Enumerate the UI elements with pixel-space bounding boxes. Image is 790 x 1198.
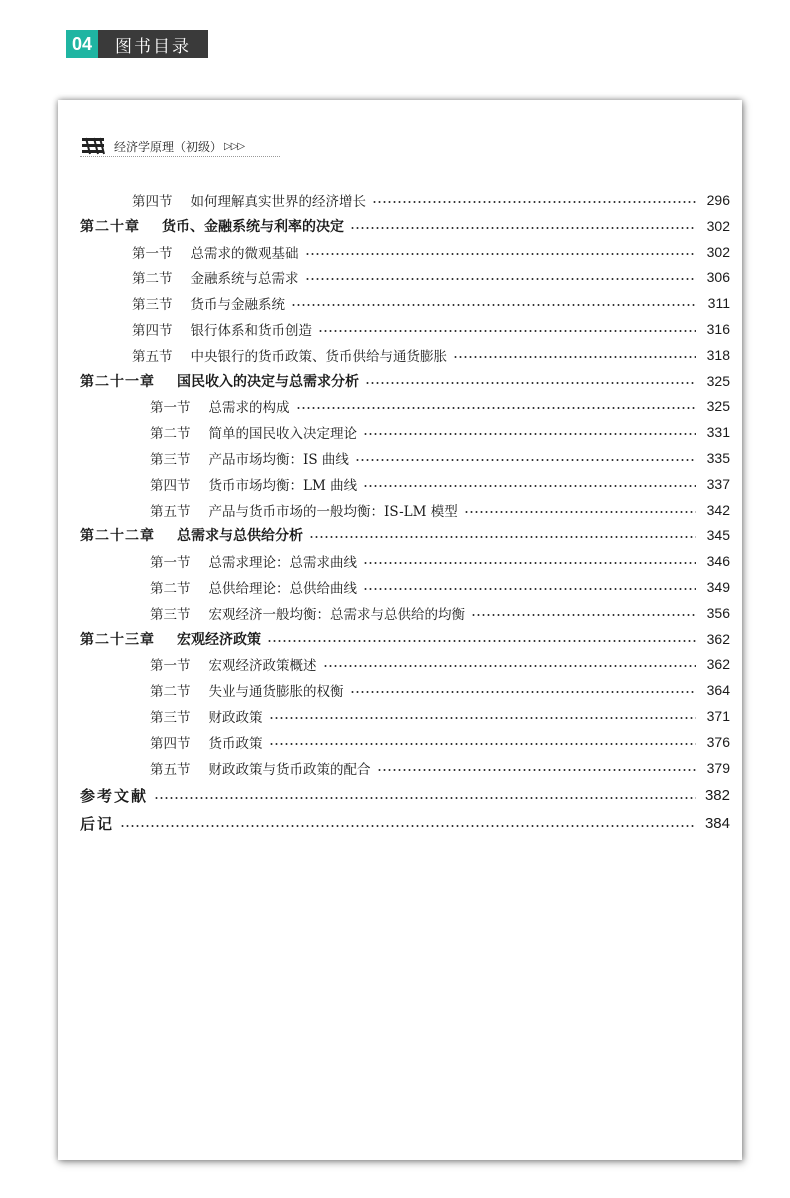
dot-leader [350,227,696,229]
dot-leader [323,665,697,667]
toc-section-row [80,549,730,573]
toc-entry-number: 第五节 [132,348,173,365]
toc-page-number: 362 [706,630,730,647]
toc-section-row [80,704,730,728]
toc-entry-label [150,758,371,778]
dot-leader [309,536,696,538]
toc-entry-title: 宏观经济政策 [177,631,261,648]
toc-entry-label [80,629,261,649]
toc-entry-title: 总需求理论：总需求曲线 [208,555,357,572]
toc-section-row [80,291,730,315]
toc-page-number: 342 [706,501,730,518]
toc-section-row [80,678,730,702]
toc-section-row [80,240,730,264]
toc-entry-number: 第三节 [150,606,191,623]
toc-entry-number: 第二节 [132,271,173,288]
toc-page-number: 371 [706,708,730,724]
toc-entry-label [132,345,447,365]
dot-leader [269,743,697,745]
toc-entry-number: 第三节 [132,297,173,314]
toc-section-row [80,601,730,625]
toc-entry-title: 货币政策 [208,735,263,752]
toc-entry-number: 第一节 [150,658,191,675]
toc-entry-label [80,785,148,806]
toc-entry-label [150,551,357,571]
dot-leader [372,201,696,203]
toc-entry-label [80,216,344,236]
toc-section-row [80,730,730,754]
toc-chapter-row [80,627,730,651]
toc-entry-label [132,190,366,210]
publisher-logo-icon [80,136,108,156]
toc-entry-label [150,500,458,520]
toc-entry-number: 第三节 [150,710,191,726]
toc-entry-label [150,603,465,623]
dot-leader [269,717,697,719]
toc-page-number: 302 [706,243,730,260]
toc-entry-title: 货币、金融系统与利率的决定 [162,218,344,235]
toc-entry-title: 总需求与总供给分析 [177,528,303,545]
header-divider [80,156,280,157]
dot-leader [305,253,697,255]
toc-entry-title: 银行体系和货币创造 [190,323,312,339]
toc-entry-title: 总供给理论：总供给曲线 [208,581,357,597]
toc-page-number: 384 [704,814,730,832]
toc-entry-title: 总需求的微观基础 [190,245,299,262]
toc-entry-number: 第二十一章 [80,373,155,390]
toc-entry-title: 宏观经济一般均衡：总需求与总供给的均衡 [208,606,465,623]
toc-section-row [80,446,730,470]
dot-leader [154,797,696,799]
toc-entry-title: 货币与金融系统 [190,297,285,314]
toc-chapter-row [80,369,730,393]
toc-entry-number: 第四节 [150,735,191,752]
toc-entry-label [150,577,357,597]
toc-section-row [80,472,730,496]
toc-entry-number: 第二节 [150,684,191,701]
toc-section-row [80,756,730,780]
section-banner [66,30,208,58]
toc-page-number: 311 [707,295,730,312]
toc-entry-label [132,293,285,313]
toc-entry-label [150,732,263,752]
toc-section-row [80,420,730,444]
toc-entry-number: 第二十二章 [80,528,155,545]
toc-entry-title: 产品市场均衡：IS 曲线 [208,452,349,468]
toc-page-number: 362 [706,656,730,673]
book-title: 经济学原理（初级） [114,139,223,154]
book-page [58,100,742,1160]
toc-entry-label [150,396,290,416]
toc-entry-title: 货币市场均衡：LM 曲线 [208,477,358,494]
toc-page-number: 331 [706,424,730,441]
toc-section-row [80,343,730,367]
banner-title: 图书目录 [98,30,208,58]
dot-leader [267,640,696,642]
dot-leader [453,356,696,358]
toc-entry-title: 参考文献 [80,786,149,805]
dot-leader [377,769,697,771]
toc-page-number: 296 [706,192,730,208]
toc-entry-title: 国民收入的决定与总需求分析 [177,373,359,390]
toc-page-number: 325 [706,398,730,415]
toc-page-number: 349 [706,579,730,595]
toc-entry-title: 简单的国民收入决定理论 [208,426,357,443]
toc-page-number: 316 [706,321,730,337]
toc-section-row [80,394,730,418]
toc-entry-label [80,813,114,834]
dot-leader [120,825,696,827]
toc-entry-number: 第四节 [132,194,173,210]
toc-entry-number: 第二节 [150,426,191,443]
toc-page-number: 379 [706,759,730,776]
toc-entry-label [150,706,263,726]
dot-leader [296,407,697,409]
toc-page-number: 382 [704,786,730,804]
dot-leader [363,562,696,564]
toc-entry-number: 第三节 [150,452,191,468]
header-arrows-icon: ▷▷▷ [224,140,245,152]
toc-page-number: 318 [706,346,730,363]
toc-entry-label [150,654,317,674]
toc-page-number: 346 [706,553,730,570]
toc-entry-label [132,242,299,262]
toc-page-number: 302 [706,217,730,234]
dot-leader [363,485,696,487]
toc-entry-number: 第一节 [132,245,173,262]
toc-section-row [80,317,730,341]
toc-page-number: 337 [706,475,730,492]
toc-section-row [80,652,730,676]
toc-entry-number: 第一节 [150,555,191,572]
dot-leader [305,278,697,280]
toc-backmatter-row [80,811,730,835]
toc-page-number: 306 [706,269,730,286]
toc-entry-title: 财政政策 [208,710,263,726]
toc-chapter-row [80,214,730,238]
toc-entry-title: 如何理解真实世界的经济增长 [190,194,366,210]
banner-number: 04 [66,30,98,58]
dot-leader [350,691,697,693]
toc-page-number: 345 [706,527,730,544]
toc-entry-number: 第二十三章 [80,631,155,648]
toc-entry-number: 第二十章 [80,218,140,235]
toc-entry-title: 财政政策与货币政策的配合 [208,761,371,778]
toc-page-number: 356 [706,604,730,621]
dot-leader [363,588,696,590]
dot-leader [464,511,696,513]
toc-section-row [80,498,730,522]
toc-section-row [80,188,730,212]
toc-entry-number: 第五节 [150,761,191,778]
toc-entry-label [150,422,357,442]
toc-entry-label [132,267,299,287]
toc-page-number: 376 [706,733,730,750]
toc-section-row [80,575,730,599]
toc-entry-label [80,371,359,391]
toc-page-number: 335 [706,450,730,466]
toc-entry-label [80,525,303,545]
toc-page-number: 325 [706,372,730,389]
toc-section-row [80,265,730,289]
toc-entry-title: 后记 [80,814,115,833]
toc-entry-label [150,680,344,700]
toc-backmatter-row [80,783,730,807]
dot-leader [471,614,696,616]
toc-entry-number: 第五节 [150,503,191,520]
toc-entry-number: 第四节 [150,477,191,494]
dot-leader [291,304,696,306]
toc-entry-title: 宏观经济政策概述 [208,658,317,675]
toc-entry-number: 第四节 [132,323,173,339]
dot-leader [365,382,696,384]
dot-leader [318,330,696,332]
toc-page-number: 364 [706,682,730,699]
dot-leader [363,433,696,435]
toc-entry-title: 中央银行的货币政策、货币供给与通货膨胀 [190,348,447,365]
page-header [80,136,244,156]
toc-entry-number: 第一节 [150,400,191,417]
toc-entry-number: 第二节 [150,581,191,597]
toc-entry-title: 金融系统与总需求 [190,271,299,288]
dot-leader [355,459,696,461]
toc-entry-title: 总需求的构成 [208,400,290,417]
toc-entry-title: 产品与货币市场的一般均衡：IS-LM 模型 [208,503,458,520]
toc-entry-title: 失业与通货膨胀的权衡 [208,684,344,701]
toc-entry-label [150,474,357,494]
toc-chapter-row [80,523,730,547]
toc-entry-label [150,448,349,468]
toc-entry-label [132,319,312,339]
